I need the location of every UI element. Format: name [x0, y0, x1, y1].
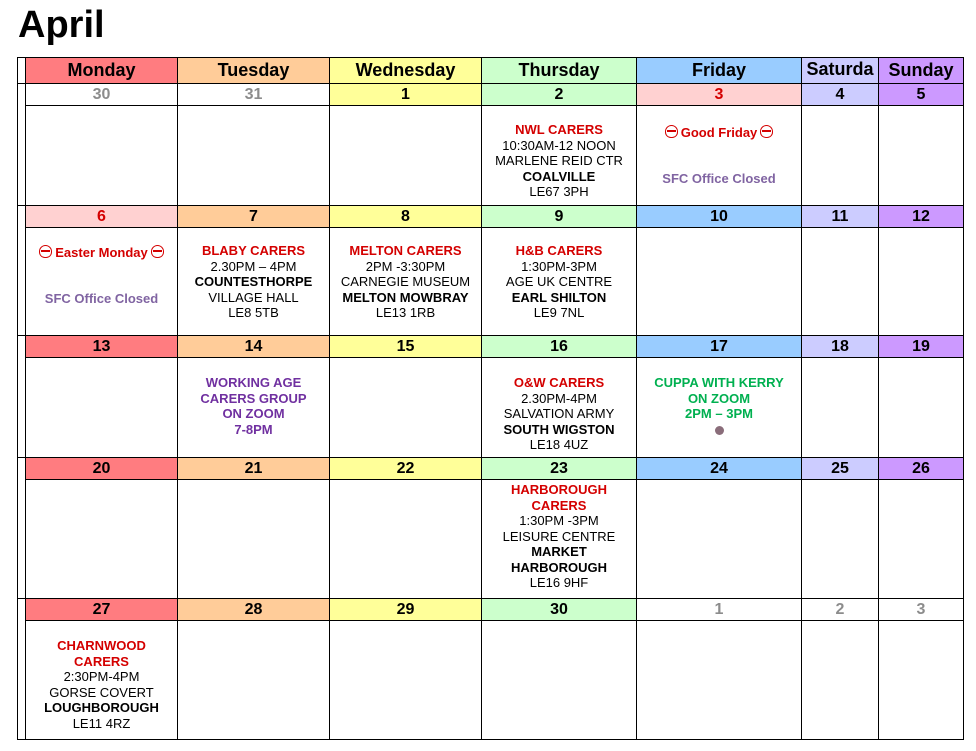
event-postcode: LE13 1RB [375, 305, 436, 320]
day-cell [637, 480, 802, 599]
header-monday: Monday [26, 58, 178, 84]
event-title: CUPPA WITH KERRY [654, 375, 784, 390]
week5-date-row [18, 599, 964, 621]
easter-egg-icon [760, 125, 773, 138]
event-venue: SALVATION ARMY [503, 406, 615, 421]
day-cell [637, 621, 802, 740]
week3-event-row [18, 358, 964, 458]
date-cell: 23 [482, 458, 637, 480]
week1-event-row [18, 106, 964, 206]
date-cell: 9 [482, 206, 637, 228]
date-cell: 27 [26, 599, 178, 621]
date-cell: 13 [26, 336, 178, 358]
row-gutter [18, 84, 26, 206]
event-title: CARERS [531, 497, 587, 513]
event-charnwood-carers [26, 621, 178, 740]
day-cell [802, 621, 879, 740]
event-time: 2.30PM-4PM [521, 390, 597, 406]
event-blaby-carers [178, 228, 330, 336]
event-title: CHARNWOOD [57, 638, 146, 653]
date-cell: 30 [482, 599, 637, 621]
date-cell: 1 [637, 599, 802, 621]
event-time: 2.30PM – 4PM [210, 258, 297, 274]
event-venue: VILLAGE HALL [208, 289, 299, 305]
day-cell [330, 480, 482, 599]
page-title: April [18, 4, 105, 46]
date-cell: 12 [879, 206, 964, 228]
event-town: SOUTH WIGSTON [503, 421, 615, 437]
event-time: 7-8PM [234, 421, 273, 437]
event-time: 2PM -3:30PM [365, 258, 446, 274]
office-closed-note: SFC Office Closed [44, 290, 159, 306]
row-gutter [18, 599, 26, 740]
day-cell [26, 358, 178, 458]
day-cell [879, 358, 964, 458]
event-title: WORKING AGE [205, 375, 302, 390]
date-cell-holiday: 3 [637, 84, 802, 106]
event-hb-carers [482, 228, 637, 336]
week3-date-row [18, 336, 964, 358]
event-venue: LEISURE CENTRE [502, 528, 616, 544]
easter-egg-icon [39, 245, 52, 258]
event-town: COUNTESTHORPE [194, 274, 313, 289]
date-cell: 28 [178, 599, 330, 621]
event-title: NWL CARERS [515, 122, 603, 137]
date-cell: 11 [802, 206, 879, 228]
day-cell [802, 106, 879, 206]
header-tuesday: Tuesday [178, 58, 330, 84]
event-nwl-carers [482, 106, 637, 206]
row-gutter [18, 336, 26, 458]
event-postcode: LE16 9HF [529, 575, 589, 590]
header-thursday: Thursday [482, 58, 637, 84]
holiday-title: Easter Monday [55, 245, 148, 260]
date-cell: 7 [178, 206, 330, 228]
day-cell [330, 106, 482, 206]
event-town: MELTON MOWBRAY [342, 289, 469, 305]
event-melton-carers [330, 228, 482, 336]
event-time: 1:30PM-3PM [521, 258, 597, 274]
date-cell: 19 [879, 336, 964, 358]
easter-egg-icon [665, 125, 678, 138]
event-title: H&B CARERS [515, 243, 603, 258]
date-cell: 2 [482, 84, 637, 106]
day-cell [802, 358, 879, 458]
event-working-age-carers [178, 358, 330, 458]
event-title: MELTON CARERS [349, 243, 462, 258]
week1-date-row [18, 84, 964, 106]
day-cell [178, 106, 330, 206]
day-cell [802, 228, 879, 336]
date-cell: 4 [802, 84, 879, 106]
event-venue: ON ZOOM [222, 406, 285, 421]
row-gutter [18, 58, 26, 84]
event-title: HARBOROUGH [510, 482, 608, 497]
day-cell [879, 480, 964, 599]
event-title: O&W CARERS [513, 375, 605, 390]
week2-date-row [18, 206, 964, 228]
event-venue: AGE UK CENTRE [505, 274, 613, 289]
header-wednesday: Wednesday [330, 58, 482, 84]
week4-date-row [18, 458, 964, 480]
event-postcode: LE67 3PH [529, 184, 589, 199]
date-cell: 25 [802, 458, 879, 480]
day-cell [26, 480, 178, 599]
day-cell [178, 480, 330, 599]
day-cell [637, 228, 802, 336]
date-cell: 18 [802, 336, 879, 358]
day-cell [879, 106, 964, 206]
event-time: 1:30PM -3PM [519, 513, 599, 528]
event-cuppa-with-kerry [637, 358, 802, 458]
event-time: 2PM – 3PM [685, 406, 753, 421]
event-venue: MARLENE REID CTR [495, 153, 623, 168]
date-cell: 16 [482, 336, 637, 358]
date-cell: 8 [330, 206, 482, 228]
week5-event-row [18, 621, 964, 740]
date-cell: 26 [879, 458, 964, 480]
event-postcode: LE8 5TB [228, 305, 279, 320]
day-cell [879, 621, 964, 740]
header-friday: Friday [637, 58, 802, 84]
date-cell: 24 [637, 458, 802, 480]
date-cell: 2 [802, 599, 879, 621]
date-cell: 3 [879, 599, 964, 621]
event-ow-carers [482, 358, 637, 458]
date-cell: 10 [637, 206, 802, 228]
event-title: CARERS [74, 653, 129, 669]
event-town: HARBOROUGH [510, 559, 608, 575]
event-town: EARL SHILTON [511, 289, 607, 305]
event-harborough-carers [482, 480, 637, 599]
day-cell [330, 621, 482, 740]
event-town: COALVILLE [522, 168, 596, 184]
date-cell: 15 [330, 336, 482, 358]
event-postcode: LE18 4UZ [529, 437, 589, 452]
date-cell: 5 [879, 84, 964, 106]
day-cell [802, 480, 879, 599]
event-town: LOUGHBOROUGH [44, 700, 159, 715]
day-cell [178, 621, 330, 740]
date-cell: 30 [26, 84, 178, 106]
day-cell [330, 358, 482, 458]
date-cell: 20 [26, 458, 178, 480]
event-venue: GORSE COVERT [49, 684, 154, 700]
date-cell: 17 [637, 336, 802, 358]
holiday-title: Good Friday [680, 125, 758, 140]
row-gutter [18, 458, 26, 599]
office-closed-note: SFC Office Closed [662, 170, 776, 186]
row-gutter [18, 206, 26, 336]
date-cell: 31 [178, 84, 330, 106]
event-venue: CARNEGIE MUSEUM [340, 274, 471, 289]
date-cell: 21 [178, 458, 330, 480]
event-easter-monday [26, 228, 178, 336]
date-cell: 22 [330, 458, 482, 480]
cup-icon [715, 426, 724, 435]
event-town: MARKET [531, 544, 587, 559]
week4-event-row [18, 480, 964, 599]
event-good-friday [637, 106, 802, 206]
day-cell [26, 106, 178, 206]
event-title: BLABY CARERS [201, 243, 306, 258]
event-title: CARERS GROUP [200, 390, 307, 406]
weekday-header-row [18, 58, 964, 84]
day-cell [482, 621, 637, 740]
date-cell: 1 [330, 84, 482, 106]
header-saturday: Saturda [802, 58, 879, 84]
event-postcode: LE11 4RZ [72, 715, 131, 731]
header-sunday: Sunday [879, 58, 964, 84]
event-time: 10:30AM-12 NOON [502, 137, 616, 153]
date-cell: 14 [178, 336, 330, 358]
event-venue: ON ZOOM [687, 390, 751, 406]
date-cell: 29 [330, 599, 482, 621]
day-cell [879, 228, 964, 336]
event-time: 2:30PM-4PM [63, 669, 140, 684]
week2-event-row [18, 228, 964, 336]
calendar-grid [17, 57, 964, 740]
easter-egg-icon [151, 245, 164, 258]
event-postcode: LE9 7NL [533, 305, 585, 320]
date-cell-holiday: 6 [26, 206, 178, 228]
